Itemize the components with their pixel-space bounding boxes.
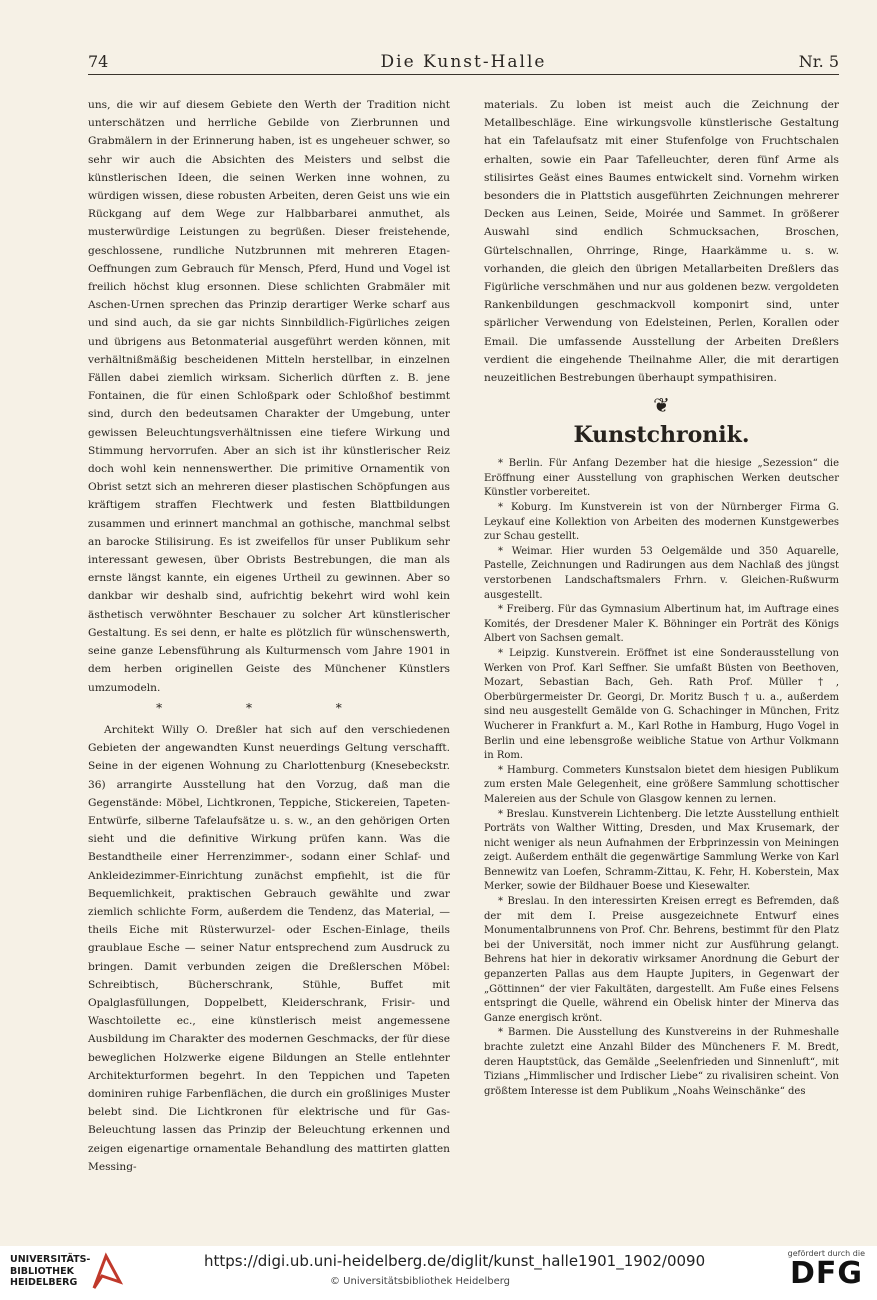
dressler-review-paragraph: Architekt Willy O. Dreßler hat sich auf den verschiedenen Gebieten der angewandten Kunst neuerdings Geltung verschafft. Seine in der eigenen Wohnung zu Charlottenburg (Knesebeckstr. 36) arrangirte Ausstellung hat den Vorzug, daß man die Gegenstände: Möbel, Lichtkronen, Teppiche, Stickereien, Tapeten-Entwürfe, silberne Tafelaufsätze u. s. w., an den gehörigen Orten sieht und die definitive Wirkung prüfen kann. Was die Bestandtheile einer Herrenzimmer-, sodann einer Schlaf- und Ankleidezimmer-Einrichtung zunächst empfiehlt, ist die für Bequemlichkeit, praktischen Gebrauch gewählte und zwar ziemlich schlichte Form, außerdem die Tendenz, das Material, — theils Eiche mit Rüsterwurzel- oder Eschen-Einlage, theils graublaue Esche — seiner Natur entsprechend zum Ausdruck zu bringen. Damit verbunden zeigen die Dreßlerschen Möbel: Schreibtisch, Bücherschrank, Stühle, Buffet mit Opalglasfüllungen, Doppelbett, Kleiderschrank, Frisir- und Waschtoilette ec., eine künstlerisch meist angemessene Ausbildung im Charakter des modernen Geschmacks, der für diese beweglichen Holzwerke eigene Bildungen an Stelle entlehnter Architekturformen begehrt. In den Teppichen und Tapeten dominiren ruhige Farbenflächen, die durch ein großliniges Muster belebt sind. Die Lichtkronen für elektrische und für Gas-Beleuchtung lassen das Prinzip der Beleuchtung erkennen und zeigen eigenartige ornamentale Behandlung des mattirten glatten Messing- (88, 723, 450, 1173)
running-header (88, 52, 839, 74)
dfg-logo: DFG (789, 1256, 863, 1291)
news-item: * Freiberg. Für das Gymnasium Albertinum hat, im Auftrage eines Komités, der Dresdener Maler K. Böhninger ein Porträt des Königs Albert von Sachsen gemalt. (484, 604, 839, 645)
institution-name: UNIVERSITÄTS- BIBLIOTHEK HEIDELBERG (10, 1254, 91, 1288)
news-item: * Koburg. Im Kunstverein ist von der Nürnberger Firma G. Leykauf eine Kollektion von Arbeiten des modernen Kunstgewerbes zur Schau gestellt. (484, 502, 839, 543)
copyright-notice: © Universitätsbibliothek Heidelberg (330, 1276, 511, 1287)
viewer-footer (0, 1246, 877, 1300)
left-column (88, 96, 450, 1176)
library-emblem-icon (90, 1252, 124, 1292)
news-item: * Breslau. Kunstverein Lichtenberg. Die letzte Ausstellung enthielt Porträts von Walther Witting, Dresden, und Max Krusemark, der nicht weniger als neun Aufnahmen der Erbprinzessin von Meiningen zeigt. Außerdem enthält die gegenwärtige Sammlung Werke von Karl Bennewitz van Loefen, Schramm-Zittau, K. Fehr, H. Koberstein, Max Merker, sowie der Bildhauer Boese und Kiesewalter. (484, 808, 839, 893)
right-column (484, 96, 839, 1099)
news-item: * Barmen. Die Ausstellung des Kunstvereins in der Ruhmeshalle brachte zuletzt eine Anzahl Bilder des Müncheners F. M. Bredt, deren Hauptstück, das Gemälde „Seelenfrieden und Sinnenluft“, mit Tizians „Himmlischer und Irdischer Liebe“ zu rivalisiren scheint. Von größtem Interesse ist dem Publikum „Noahs Weinschänke“ des (484, 1027, 839, 1097)
issue-number: Nr. 5 (798, 52, 839, 71)
fleuron-ornament: ❦ (653, 393, 670, 418)
news-item: * Hamburg. Commeters Kunstsalon bietet dem hiesigen Publikum zum ersten Male Gelegenheit, eine größere Sammlung schottischer Malereien aus der Schule von Glasgow kennen zu lernen. (484, 764, 839, 805)
news-item: * Weimar. Hier wurden 53 Oelgemälde und 350 Aquarelle, Pastelle, Zeichnungen und Radirungen aus dem Nachlaß des jüngst verstorbenen Landschaftsmalers Frhrn. v. Gleichen-Rußwurm ausgestellt. (484, 545, 839, 601)
journal-title: Die Kunst-Halle (380, 52, 547, 72)
news-item: * Leipzig. Kunstverein. Eröffnet ist eine Sonderausstellung von Werken von Prof. Karl Seffner. Sie umfaßt Büsten von Beethoven, Mozart, Sebastian Bach, Geh. Rath Prof. Müller †, Oberbürgermeister Dr. Georgi, Dr. Moritz Busch † u. a., außerdem sind neu ausgestellt Gemälde von G. Schachinger in München, Fritz Wucherer in Frankfurt a. M., Karl Rothe in Hamburg, Hugo Vogel in Berlin und eine lebensgroße weibliche Statue von Arthur Volkmann in Rom. (484, 647, 839, 762)
news-item: * Berlin. Für Anfang Dezember hat die hiesige „Sezession“ die Eröffnung einer Ausstellung von graphischen Werken deutscher Künstler vorbereitet. (484, 458, 839, 499)
funded-by-label: gefördert durch die (787, 1249, 865, 1258)
section-title: Kunstchronik. (573, 422, 750, 449)
news-item: * Breslau. In den interessirten Kreisen erregt es Befremden, daß der mit dem I. Preise ausgezeichnete Entwurf eines Monumentalbrunnens von Prof. Chr. Behrens, bestimmt für den Platz bei der Universität, noch immer nicht zur Ausführung gelangt. Behrens hat hier in dekorativ wirksamer Anordnung die Geburt der gepanzerten Pallas aus dem Haupte Jupiters, in Gegenwart der „Göttinnen“ der vier Fakultäten, dargestellt. Am Fuße eines Felsens entspringt die Quelle, während ein Obelisk hinter der Minerva das Ganze energisch krönt. (484, 896, 839, 1024)
university-library-logo (10, 1252, 122, 1294)
dressler-review-continuation: materials. Zu loben ist meist auch die Zeichnung der Metallbeschläge. Eine wirkungsvolle künstlerische Gestaltung hat ein Tafelaufsatz mit einer Stufenfolge von Fruchtschalen erhalten, sowie ein Paar Tafelleuchter, deren fünf Arme als stilisirtes Geäst eines Baumes entwickelt sind. Vornehm wirken besonders die in Plattstich ausgeführten Zeichnungen mehrerer Decken aus Leinen, Seide, Moirée und Sammet. In größerer Auswahl sind endlich Schmucksachen, Broschen, Gürtelschnallen, Ohrringe, Ringe, Haarkämme u. s. w. vorhanden, die gleich den übrigen Metallarbeiten Dreßlers das Figürliche verschmähen und nur aus goldenen bezw. vergoldeten Rankenbildungen geschmackvoll komponirt sind, unter spärlicher Verwendung von Edelsteinen, Perlen, Korallen oder Email. Die umfassende Ausstellung der Arbeiten Dreßlers verdient die eingehende Theilnahme Aller, die mit derartigen neuzeitlichen Bestrebungen überhaupt sympathisiren. (484, 99, 839, 385)
page-number: 74 (88, 52, 109, 71)
obrist-review-paragraph: uns, die wir auf diesem Gebiete den Werth der Tradition nicht unterschätzen und herrliche Gebilde von Zierbrunnen und Grabmälern in der Erinnerung haben, ist es ungeheuer schwer, so sehr wir auch die Absichten des Meisters und selbst die künstlerischen Ideen, die seinen Werken inne wohnen, zu würdigen wissen, diese robusten Arbeiten, deren Geist uns wie ein Rückgang auf dem Wege zur Halbbarbarei anmuthet, als musterwürdige Leistungen zu begrüßen. Dieser freistehende, geschlossene, rundliche Nutzbrunnen mit mehreren Etagen-Oeffnungen zum Gebrauch für Mensch, Pferd, Hund und Vogel ist freilich höchst klug ersonnen. Diese schlichten Grabmäler mit Aschen-Urnen sprechen das Prinzip derartiger Werke scharf aus und sind auch, da sie gar nichts Sinnbildlich-Figürliches zeigen und übrigens aus Betonmaterial ausgeführt werden können, mit verhältnißmäßig bescheidenen Mitteln herstellbar, in einzelnen Fällen dabei ziemlich wirksam. Sicherlich dürften z. B. jene Fontainen, die für einen Schloßpark oder Schloßhof bestimmt sind, durch den bedeutsamen Charakter der Umgebung, unter gewissen Beleuchtungsverhältnissen eine tiefere Wirkung und Stimmung hervorrufen. Aber an sich ist ihr künstlerischer Reiz doch wohl kein nennenswerther. Die primitive Ornamentik von Obrist setzt sich an mehreren dieser plastischen Schöpfungen aus kräftigem straffen Flechtwerk und festen Blattbildungen zusammen und erinnert manchmal an gothische, manchmal selbst an barocke Stilisirung. Es ist zweifellos für unser Publikum sehr interessant gewesen, über Obrists Bestrebungen, die man als ernste längst kannte, ein eigenes Urtheil zu gewinnen. Aber so dankbar wir deshalb sind, aufrichtig bekehrt wird wohl kein ästhetisch verwöhnter Beschauer zu solcher Art künstlerischer Gestaltung. Es sei denn, er halte es plötzlich für wünschenswerth, seine ganze Lebensführung als Kulturmensch vom Jahre 1901 in dem herben originellen Geiste des Münchener Künstlers umzumodeln. (88, 99, 450, 694)
header-rule (88, 74, 839, 75)
section-separator: * * * (156, 700, 382, 715)
news-list (484, 457, 839, 1099)
permalink-url[interactable]: https://digi.ub.uni-heidelberg.de/diglit/kunst_halle1901_1902/0090 (204, 1252, 706, 1270)
